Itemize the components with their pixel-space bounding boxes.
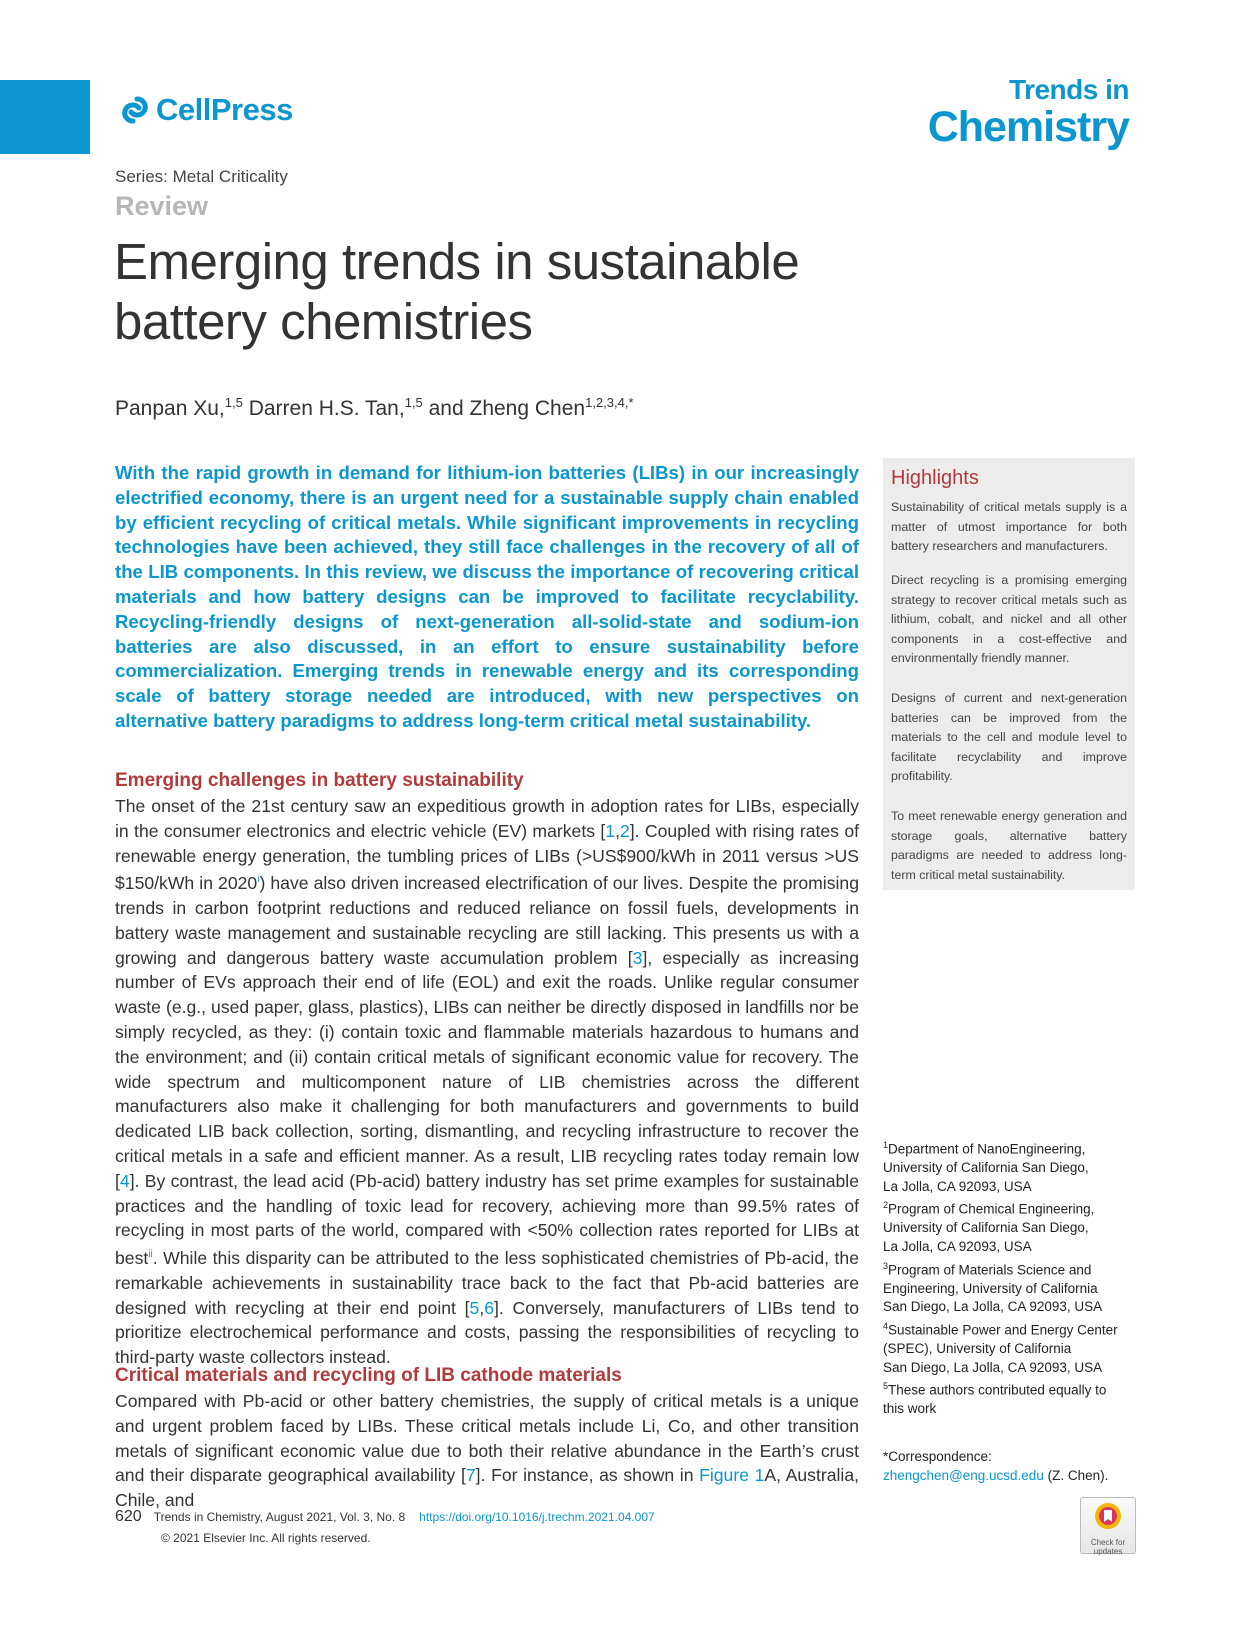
reference-link[interactable]: 5 (469, 1297, 480, 1318)
check-updates-icon (1093, 1501, 1123, 1531)
highlight-item: Direct recycling is a promising emerging strategy to recover critical metals such as lithium, cobalt, and nickel and all other components in a cost-effective and environmentally friendly manner. (891, 573, 1127, 666)
reference-link[interactable]: 6 (484, 1297, 495, 1318)
title-line-2: battery chemistries (114, 293, 533, 350)
affiliations (883, 1136, 1153, 1419)
text-run: ) have also driven increased electrification of our lives. Despite the promising trends in carbon footprint reductions and reduced reliance on fossil fuels, developments in battery waste management and sustainable recycling are still lacking. This presents us with a growing and dangerous battery waste accumulation problem [ (115, 873, 859, 968)
check-updates-label (1081, 1538, 1135, 1556)
affiliation (883, 1317, 1153, 1377)
affiliation-line: (SPEC), University of California (883, 1340, 1072, 1356)
correspondence-label: *Correspondence: (883, 1449, 992, 1464)
journal-title-line1: Trends in (1009, 74, 1129, 105)
article-title (114, 232, 894, 352)
author-name: Darren H.S. Tan, (248, 397, 405, 420)
footnote-link[interactable]: i (257, 874, 260, 886)
title-line-1: Emerging trends in sustainable (114, 233, 800, 290)
text-run: Compared with Pb-acid or other battery chemistries, the supply of critical metals is a unique and urgent problem faced by LIBs. These critical metals include Li, Co, and other transition metals of significant economic value due to both their relative abundance in the Earth’s crust and their disparate geographical availability [ (115, 1391, 859, 1486)
correspondence-name: (Z. Chen). (1043, 1467, 1109, 1483)
affiliation-line: Engineering, University of California (883, 1280, 1098, 1296)
journal-title[interactable] (928, 76, 1129, 149)
page-number: 620 (115, 1508, 142, 1525)
affiliation-line: These authors contributed equally to (888, 1382, 1107, 1398)
reference-link[interactable]: 7 (465, 1465, 476, 1486)
affiliation-line: San Diego, La Jolla, CA 92093, USA (883, 1299, 1103, 1315)
abstract: With the rapid growth in demand for lithium-ion batteries (LIBs) in our increasingly electrified economy, there is an urgent need for a sustainable supply chain enabled by efficient recycling of critical metals. While significant improvements in recycling technologies have been achieved, they still face challenges in the recovery of all of the LIB components. In this review, we discuss the importance of recovering critical materials and how battery designs can be improved to facilitate recyclability. Recycling-friendly designs of next-generation all-solid-state and sodium-ion batteries are also discussed, in an effort to ensure sustainability before commercialization. Emerging trends in renewable energy and its corresponding scale of battery storage needed are introduced, with new perspectives on alternative battery paradigms to address long-term critical metal sustainability. (115, 462, 859, 731)
page-footer (115, 1508, 655, 1526)
affiliation (883, 1377, 1153, 1419)
affiliation (883, 1136, 1153, 1196)
text-run: ], especially as increasing number of EVs approach their end of life (EOL) and exit the roads. Unlike regular consumer waste (e.g., used paper, glass, plastics), LIBs can neither be directly disposed in landfills nor be simply recycled, as they: (i) contain toxic and flammable materials hazardous to humans and the environment; and (ii) contain critical metals of significant economic value for recovery. The wide spectrum and multicomponent nature of LIB chemistries across the different manufacturers also make it challenging for both manufacturers and governments to build dedicated LIB back collection, sorting, dismantling, and recycling infrastructure to recover the critical metals in a safe and efficient manner. As a result, LIB recycling rates today remain low [ (115, 947, 859, 1191)
cellpress-logo[interactable] (120, 92, 293, 128)
check-for-updates-button[interactable] (1080, 1497, 1136, 1554)
affiliation-line: Sustainable Power and Energy Center (888, 1322, 1118, 1338)
reference-link[interactable]: 3 (632, 947, 643, 968)
body-paragraph-critical-materials (115, 1389, 859, 1513)
section-heading-critical-materials: Critical materials and recycling of LIB cathode materials (115, 1365, 622, 1386)
journal-title-line2: Chemistry (927, 103, 1129, 151)
affiliation-number: 4 (883, 1320, 889, 1331)
body-paragraph-challenges (115, 794, 859, 1370)
affiliation-line: La Jolla, CA 92093, USA (883, 1178, 1032, 1194)
cellpress-logo-icon (120, 95, 150, 125)
text-run: . While this disparity can be attributed to the less sophisticated chemistries of Pb-acid, the remarkable achievements in sustainability trace back to the fact that Pb-acid batteries are designed with recycling at their end point [ (115, 1248, 859, 1318)
affiliation-line: La Jolla, CA 92093, USA (883, 1238, 1032, 1254)
affiliation-number: 1 (883, 1140, 889, 1150)
figure-link[interactable]: Figure 1 (699, 1465, 765, 1486)
correspondence-email-link[interactable]: zhengchen@eng.ucsd.edu (883, 1467, 1044, 1483)
affiliation-line: University of California San Diego, (883, 1160, 1089, 1176)
footnote-link[interactable]: ii (148, 1249, 153, 1261)
badge-line: Check for (1090, 1538, 1126, 1547)
highlights-title: Highlights (891, 467, 979, 489)
doi-link[interactable]: https://doi.org/10.1016/j.trechm.2021.04.007 (419, 1510, 655, 1524)
series-label: Series: Metal Criticality (115, 167, 288, 186)
author-name: Panpan Xu, (115, 397, 225, 420)
author-affil-sup: 1,5 (224, 395, 243, 410)
affiliation (883, 1196, 1153, 1256)
citation-info: Trends in Chemistry, August 2021, Vol. 3, No. 8 (153, 1510, 406, 1524)
author-list (115, 395, 634, 421)
affiliation-number: 5 (883, 1381, 889, 1392)
affiliation-line: Program of Chemical Engineering, (888, 1201, 1095, 1217)
affiliation-line: Department of NanoEngineering, (888, 1141, 1086, 1157)
author-name: and Zheng Chen (428, 397, 586, 420)
text-run: ]. Conversely, manufacturers of LIBs tend to prioritize electrochemical performance and costs, passing the responsibilities of recycling to third-party waste collectors instead. (115, 1297, 859, 1368)
article-type: Review (115, 191, 209, 221)
text-run: A, Australia, Chile, and (115, 1465, 860, 1511)
author-affil-sup: 1,2,3,4,* (585, 395, 634, 410)
text-run: The onset of the 21st century saw an expeditious growth in adoption rates for LIBs, especially in the consumer electronics and electric vehicle (EV) markets [ (115, 796, 859, 841)
text-run: ]. By contrast, the lead acid (Pb-acid) battery industry has set prime examples for sustainable practices and the handling of toxic lead for recovery, achieving more than 99.5% rates of recycling in most parts of the world, compared with <50% collection rates reported for LIBs at best (115, 1170, 859, 1269)
affiliation-line: University of California San Diego, (883, 1220, 1089, 1236)
affiliation-line: this work (883, 1401, 937, 1417)
reference-link[interactable]: 4 (119, 1170, 130, 1191)
publisher-name: CellPress (156, 92, 293, 127)
reference-link[interactable]: 2 (619, 820, 630, 841)
badge-line: updates (1093, 1547, 1123, 1556)
affiliation-line: Program of Materials Science and (888, 1262, 1092, 1278)
section-heading-challenges: Emerging challenges in battery sustainability (115, 770, 524, 791)
reference-link[interactable]: 1 (605, 820, 616, 841)
author-affil-sup: 1,5 (404, 395, 423, 410)
copyright: © 2021 Elsevier Inc. All rights reserved. (161, 1531, 371, 1545)
highlights-box (883, 458, 1135, 890)
affiliation-line: San Diego, La Jolla, CA 92093, USA (883, 1359, 1103, 1375)
text-run: , (479, 1297, 485, 1318)
text-run: , (615, 820, 620, 841)
text-run: ]. For instance, as shown in (475, 1465, 700, 1486)
highlight-item: To meet renewable energy generation and storage goals, alternative battery paradigms are needed to address long-term critical metal sustainability. (891, 809, 1127, 882)
highlight-item: Sustainability of critical metals supply is a matter of utmost importance for both battery researchers and manufacturers. (891, 500, 1127, 554)
affiliation-number: 3 (883, 1260, 889, 1271)
text-run: ]. Coupled with rising rates of renewable energy generation, the tumbling prices of LIBs (>US$900/kWh in 2011 versus >US $150/kWh in 2020 (115, 820, 859, 894)
correspondence (883, 1448, 1108, 1485)
affiliation (883, 1257, 1153, 1317)
highlight-item: Designs of current and next-generation batteries can be improved from the materials to the cell and module level to facilitate recyclability and improve profitability. (891, 691, 1127, 784)
affiliation-number: 2 (883, 1200, 889, 1211)
journal-color-tab (0, 80, 90, 154)
